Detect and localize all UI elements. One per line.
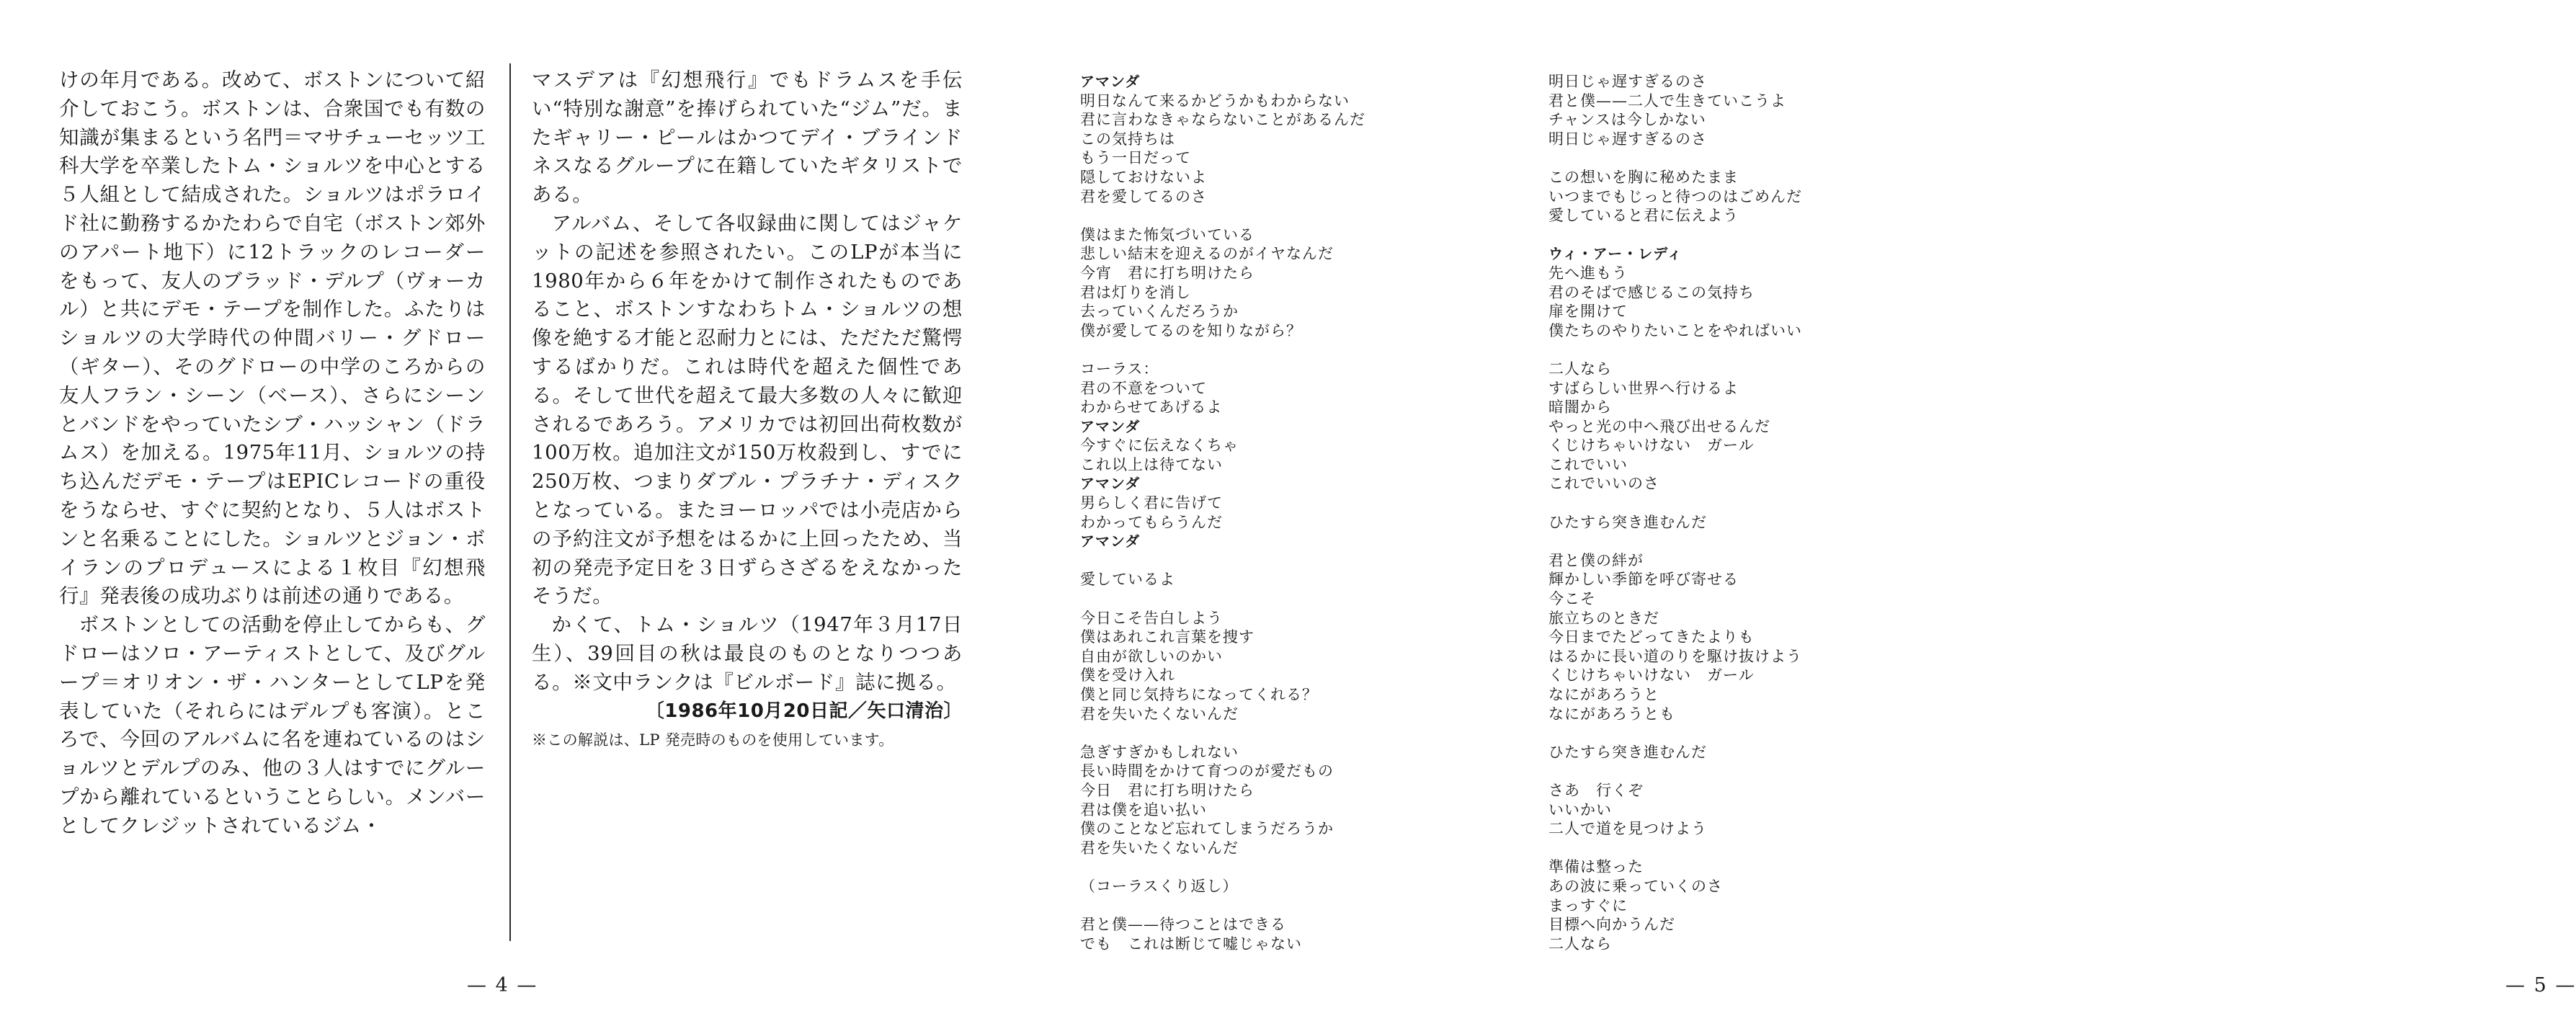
paragraph: かくて、トム・ショルツ（1947年３月17日生）、39回目の秋は最良のものとなりつつある。※文中ランクは『ビルボード』誌に拠る。 (532, 613, 963, 694)
lyric-line: わからせてあげるよ (1080, 398, 1223, 416)
lyric-line: 今日 君に打ち明けたら (1080, 781, 1254, 799)
stanza-break (1548, 762, 1952, 781)
lyric-line: あの波に乗っていくのさ (1548, 877, 1723, 895)
footnote: ※この解説は、LP 発売時のものを使用しています。 (532, 731, 894, 749)
lyric-line: 君と僕の絆が (1548, 551, 1644, 569)
lyric-line: 去っていくんだろうか (1080, 303, 1239, 321)
lyric-line: 僕はまた怖気づいている (1080, 226, 1254, 244)
lyric-line: 急ぎすぎかもしれない (1080, 743, 1239, 761)
author-credit: 〔1986年10月20日記／矢口清治〕 (645, 700, 963, 722)
song-title: アマンダ (1080, 73, 1141, 90)
lyric-line: 君を失いたくないんだ (1080, 839, 1239, 857)
lyric-line: わかってもらうんだ (1080, 513, 1223, 531)
paragraph: アルバム、そして各収録曲に関してはジャケットの記述を参照されたい。このLPが本当に1980年から６年をかけて制作されたものであること、ボストンすなわちトム・ショルツの想像を絶する才能と忍耐力とには、ただただ驚愕するばかりだ。これは時代を超えた個性である。そして世代を超えて最大多数の人々に歓迎されるであろう。アメリカでは初回出荷枚数が100万枚。追加注文が150万枚殺到し、すでに250万枚、つまりダブル・プラチナ・ディスクとなっている。またヨーロッパでは小売店からの予約注文が予想をはるかに上回ったため、当初の発売予定日を３日ずらさざるをえなかったそうだ。 (532, 211, 963, 608)
stanza-break (1080, 857, 1484, 877)
lyric-line: 自由が欲しいのかい (1080, 647, 1223, 665)
lyric-line: 僕はあれこれ言葉を捜す (1080, 628, 1254, 646)
lyric-line: 君は灯りを消し (1080, 283, 1191, 301)
lyric-line: 君に言わなきゃならないことがあるんだ (1080, 111, 1365, 129)
lyric-line: 今日までたどってきたよりも (1548, 628, 1755, 646)
stanza-break (1080, 340, 1484, 360)
stanza-break (1080, 551, 1484, 571)
lyric-line: この気持ちは (1080, 130, 1175, 148)
song-title: ウィ・アー・レディ (1548, 245, 1683, 263)
lyric-line: なにがあろうとも (1548, 705, 1675, 723)
lyric-line: 僕と同じ気持ちになってくれる？ (1080, 686, 1318, 703)
page-number: — 5 — (2505, 974, 2576, 997)
lyric-line: 今日こそ告白しよう (1080, 609, 1223, 627)
lyric-line: なにがあろうと (1548, 686, 1659, 703)
stanza-break (1548, 226, 1952, 245)
lyric-line: 明日じゃ遅すぎるのさ (1548, 130, 1707, 148)
lyric-line: 今すぐに伝えなくちゃ (1080, 437, 1239, 455)
lyric-line: 君と僕——二人で生きていこうよ (1548, 92, 1786, 110)
page-4 (0, 0, 1021, 1021)
stanza-break (1080, 589, 1484, 609)
lyric-line: 君と僕——待つことはできる (1080, 916, 1286, 934)
paragraph: けの年月である。改めて、ボストンについて紹介しておこう。ボストンは、合衆国でも有数の知識が集まるという名門＝マサチューセッツ工科大学を卒業したトム・ショルツを中心とする５人組として結成された。ショルツはポラロイド社に勤務するかたわらで自宅（ボストン郊外のアパート地下）に12トラックのレコーダーをもって、友人のブラッド・デルプ（ヴォーカル）と共にデモ・テープを制作した。ふたりはショルツの大学時代の仲間バリー・グドロー（ギター）、そのグドローの中学のころからの友人フラン・シーン（ベース）、さらにシーンとバンドをやっていたシブ・ハッシャン（ドラムス）を加える。1975年11月、ショルツの持ち込んだデモ・テープはEPICレコードの重役をうならせ、すぐに契約となり、５人はボストンと名乗ることにした。ショルツとジョン・ボイランのプロデュースによる１枚目『幻想飛行』発表後の成功ぶりは前述の通りである。 (59, 68, 486, 608)
lyric-line: 愛しているよ (1080, 571, 1175, 589)
lyric-line: ひたすら突き進むんだ (1548, 743, 1707, 761)
liner-notes-column-1 (59, 66, 486, 841)
stanza-break (1548, 532, 1952, 551)
lyric-line: くじけちゃいけない ガール (1548, 437, 1755, 455)
page-number: — 4 — (467, 974, 538, 997)
song-title: アマンダ (1080, 532, 1141, 550)
stanza-break (1548, 494, 1952, 513)
lyric-line: 今こそ (1548, 590, 1596, 608)
lyric-line: 先へ進もう (1548, 264, 1628, 282)
lyric-line: 長い時間をかけて育つのが愛だもの (1080, 762, 1334, 780)
lyric-line: 明日じゃ遅すぎるのさ (1548, 73, 1707, 90)
lyric-line: 準備は整った (1548, 858, 1644, 876)
lyric-line: 明日なんて来るかどうかもわからない (1080, 92, 1350, 110)
lyric-line: 僕たちのやりたいことをやればいい (1548, 321, 1802, 339)
lyric-line: もう一日だって (1080, 149, 1191, 167)
lyric-line: 君のそばで感じるこの気持ち (1548, 283, 1755, 301)
stanza-break (1548, 148, 1952, 168)
stanza-break (1080, 896, 1484, 916)
lyric-line: 僕のことなど忘れてしまうだろうか (1080, 820, 1334, 838)
stanza-break (1548, 340, 1952, 360)
page-5 (1021, 0, 2576, 1021)
lyric-line: この想いを胸に秘めたまま (1548, 168, 1739, 186)
lyric-line: 君を失いたくないんだ (1080, 705, 1239, 723)
column-divider (509, 63, 511, 941)
lyric-line: 扉を開けて (1548, 303, 1628, 321)
lyric-line: 暗闇から (1548, 398, 1612, 416)
lyric-line: 隠しておけないよ (1080, 168, 1207, 186)
lyric-line: 二人なら (1548, 360, 1612, 378)
paragraph: マスデアは『幻想飛行』でもドラムスを手伝い“特別な謝意”を捧げられていた“ジム”だ。またギャリー・ピールはかつてデイ・ブラインドネスなるグループに在籍していたギタリストである。 (532, 68, 963, 207)
lyric-line: 君は僕を追い払い (1080, 801, 1207, 819)
lyric-line: 君の不意をついて (1080, 379, 1207, 397)
lyric-line: ひたすら突き進むんだ (1548, 513, 1707, 531)
lyric-line: 今宵 君に打ち明けたら (1080, 264, 1254, 282)
lyric-line: やっと光の中へ飛び出せるんだ (1548, 417, 1770, 435)
lyrics-column-1 (1080, 72, 1484, 953)
lyrics-column-2 (1548, 72, 1952, 953)
liner-notes-column-2 (532, 66, 963, 752)
lyric-line: 二人なら (1548, 935, 1612, 953)
lyric-line: まっすぐに (1548, 896, 1628, 914)
lyric-line: 僕を受け入れ (1080, 666, 1175, 685)
song-title: アマンダ (1080, 417, 1141, 435)
lyric-line: 輝かしい季節を呼び寄せる (1548, 571, 1739, 589)
lyric-line: いつまでもじっと待つのはごめんだ (1548, 187, 1802, 205)
lyric-line: くじけちゃいけない ガール (1548, 666, 1755, 685)
lyric-line: （コーラスくり返し） (1080, 877, 1239, 895)
lyric-line: いいかい (1548, 801, 1612, 819)
lyric-line: 旅立ちのときだ (1548, 609, 1659, 627)
lyric-line: でも これは断じて嘘じゃない (1080, 935, 1302, 953)
lyric-line: コーラス： (1080, 360, 1159, 378)
lyric-line: 目標へ向かうんだ (1548, 916, 1675, 934)
stanza-break (1080, 206, 1484, 226)
lyric-line: これ以上は待てない (1080, 455, 1223, 473)
lyric-line: 君を愛してるのさ (1080, 187, 1207, 205)
lyric-line: チャンスは今しかない (1548, 111, 1706, 129)
stanza-break (1080, 723, 1484, 743)
lyric-line: すばらしい世界へ行けるよ (1548, 379, 1739, 397)
stanza-break (1548, 723, 1952, 743)
lyric-line: さあ 行くぞ (1548, 781, 1644, 799)
lyric-line: 僕が愛してるのを知りながら？ (1080, 321, 1302, 339)
lyric-line: 男らしく君に告げて (1080, 494, 1223, 512)
lyric-line: 愛していると君に伝えよう (1548, 207, 1739, 225)
lyric-line: 悲しい結末を迎えるのがイヤなんだ (1080, 245, 1334, 263)
lyric-line: はるかに長い道のりを駆け抜けよう (1548, 647, 1802, 665)
lyric-line: これでいいのさ (1548, 475, 1659, 493)
song-title: アマンダ (1080, 475, 1141, 493)
lyric-line: これでいい (1548, 455, 1628, 473)
paragraph: ボストンとしての活動を停止してからも、グドローはソロ・アーティストとして、及びグループ＝オリオン・ザ・ハンターとしてLPを発表していた（それらにはデルプも客演）。ところで、今回のアルバムに名を連ねているのはショルツとデルプのみ、他の３人はすでにグループから離れているということらしい。メンバーとしてクレジットされているジム・ (59, 613, 486, 837)
stanza-break (1548, 839, 1952, 858)
lyric-line: 二人で道を見つけよう (1548, 820, 1707, 838)
